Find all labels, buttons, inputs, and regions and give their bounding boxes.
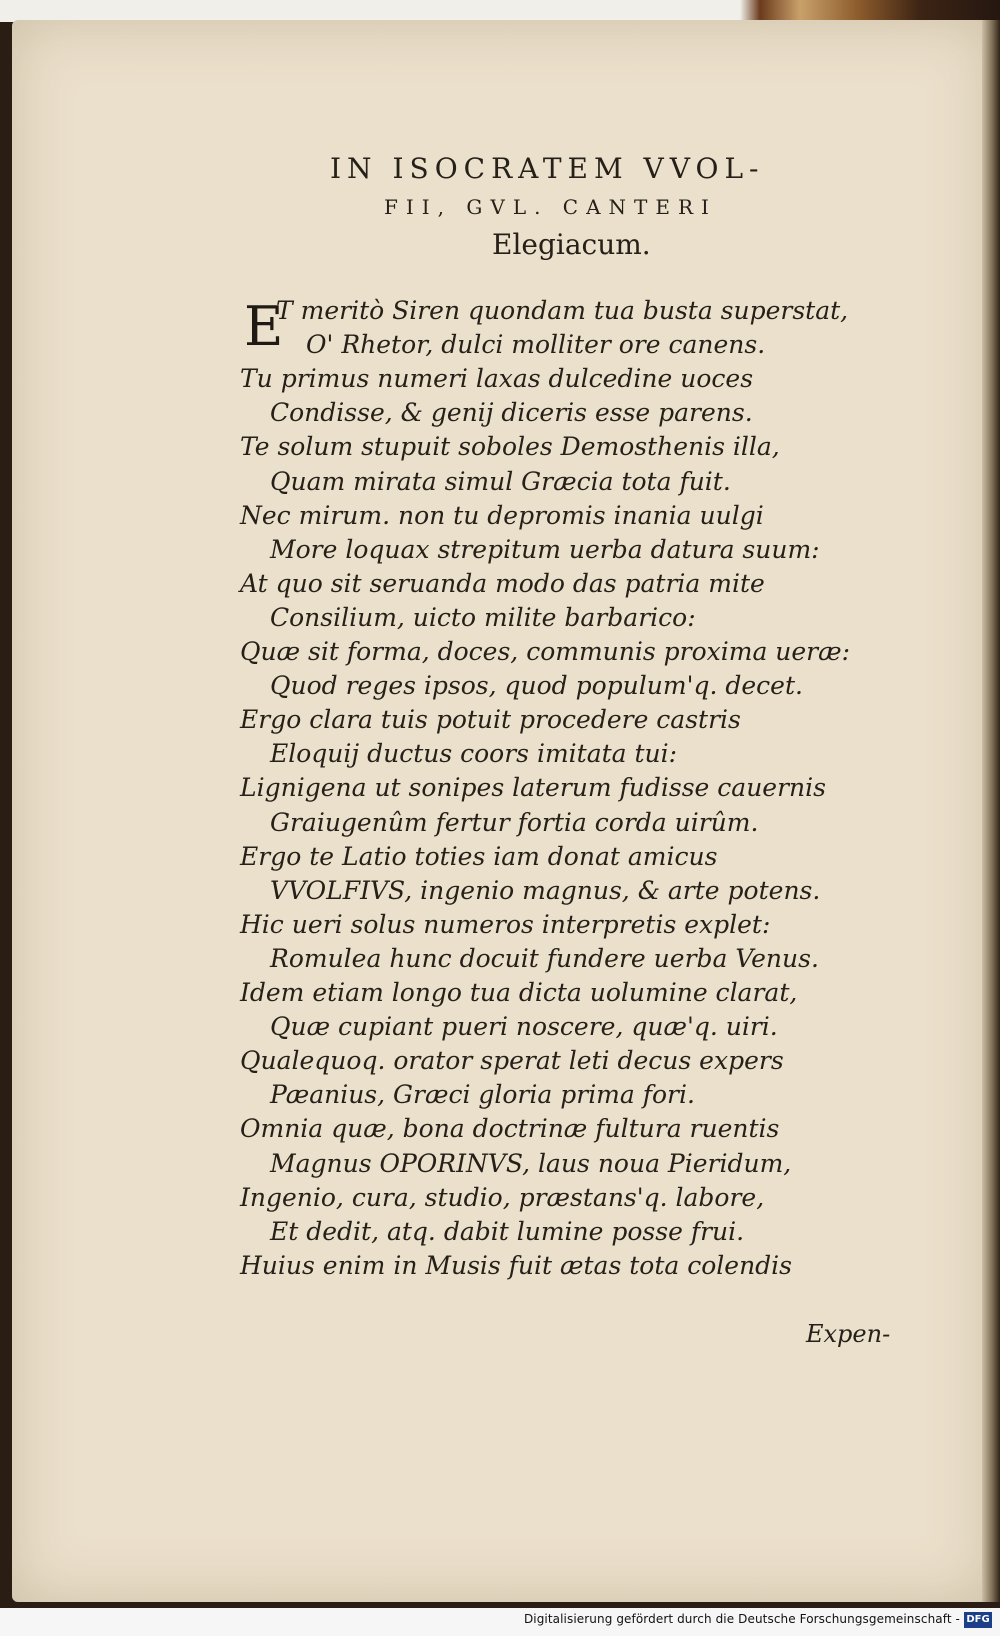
poem-line: Quæ cupiant pueri noscere, quæ'q. uiri. bbox=[270, 1012, 778, 1042]
poem-line: Ergo clara tuis potuit procedere castris bbox=[240, 705, 741, 735]
poem-line: Nec mirum. non tu depromis inania uulgi bbox=[240, 500, 764, 530]
heading-line-2: FII, GVL. CANTERI bbox=[384, 195, 717, 219]
poem-line: O' Rhetor, dulci molliter ore canens. bbox=[306, 330, 766, 360]
poem-line: Magnus OPORINVS, laus noua Pieridum, bbox=[270, 1148, 792, 1178]
poem-line: Romulea hunc docuit fundere uerba Venus. bbox=[270, 943, 819, 973]
poem-line: More loquax strepitum uerba datura suum: bbox=[270, 534, 820, 564]
page-edge-shadow bbox=[982, 20, 1000, 1602]
poem-line: Et dedit, atq. dabit lumine posse frui. bbox=[270, 1216, 745, 1246]
top-edge-strip bbox=[0, 0, 1000, 22]
poem-line: Huius enim in Musis fuit ætas tota colendis bbox=[240, 1250, 793, 1280]
poem-line: Eloquij ductus coors imitata tui: bbox=[270, 739, 678, 769]
poem-line: T meritò Siren quondam tua busta superstat, bbox=[276, 296, 849, 325]
poem-line: Qualequoq. orator sperat leti decus expers bbox=[240, 1046, 784, 1076]
poem-line: Ingenio, cura, studio, præstans'q. labore, bbox=[240, 1182, 765, 1212]
digitization-credit: Digitalisierung gefördert durch die Deutsche Forschungsgemeinschaft - bbox=[523, 1612, 960, 1626]
poem-line: Te solum stupuit soboles Demosthenis illa, bbox=[240, 432, 780, 462]
poem-line: Pæanius, Græci gloria prima fori. bbox=[270, 1080, 695, 1110]
poem-line: Quæ sit forma, doces, communis proxima ueræ: bbox=[240, 637, 851, 666]
catchword: Expen- bbox=[806, 1320, 891, 1348]
poem-line: Condisse, & genij diceris esse parens. bbox=[270, 398, 753, 428]
poem-line: Quod reges ipsos, quod populum'q. decet. bbox=[270, 671, 803, 701]
poem-line: Hic ueri solus numeros interpretis explet: bbox=[240, 909, 771, 939]
heading-line-3: Elegiacum. bbox=[492, 228, 651, 261]
poem-line: Consilium, uicto milite barbarico: bbox=[270, 602, 696, 632]
poem-line: Lignigena ut sonipes laterum fudisse cauernis bbox=[240, 773, 826, 803]
poem-line: Ergo te Latio toties iam donat amicus bbox=[240, 841, 718, 871]
poem-line: Quam mirata simul Græcia tota fuit. bbox=[270, 466, 731, 496]
poem-line: Omnia quæ, bona doctrinæ fultura ruentis bbox=[240, 1114, 780, 1144]
poem-line: Tu primus numeri laxas dulcedine uoces bbox=[240, 364, 754, 394]
heading-line-1: IN ISOCRATEM VVOL- bbox=[330, 152, 765, 185]
poem-line: Graiugenûm fertur fortia corda uirûm. bbox=[270, 807, 759, 837]
dfg-logo: DFG bbox=[964, 1612, 992, 1628]
poem-line: Idem etiam longo tua dicta uolumine clarat, bbox=[240, 978, 798, 1007]
poem-line: VVOLFIVS, ingenio magnus, & arte potens. bbox=[270, 875, 821, 905]
poem-line: At quo sit seruanda modo das patria mite bbox=[240, 568, 765, 598]
drop-initial: E bbox=[244, 295, 284, 358]
